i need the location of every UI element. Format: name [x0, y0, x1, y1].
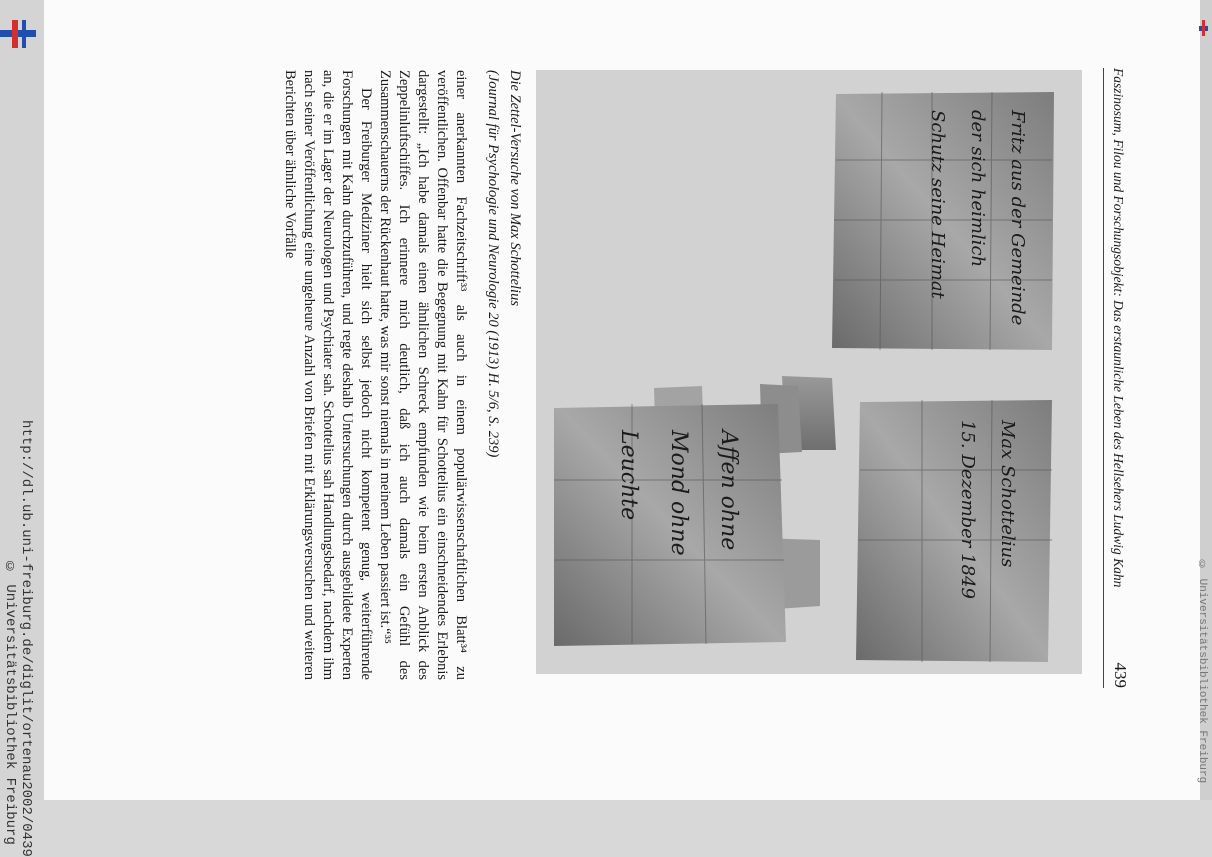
page-number: 439: [1111, 662, 1130, 688]
copyright-left: © Universitätsbibliothek Freiburg: [2, 560, 18, 845]
note2-line2: 15. Dezember 1849: [957, 420, 978, 599]
note3-line1: Affen ohne: [716, 430, 741, 551]
caption-line-1: Die Zettel-Versuche von Max Schottelius: [507, 70, 523, 306]
flag-mark-left: [0, 20, 40, 50]
note3-line2: Mond ohne: [666, 430, 691, 556]
note1-line3: Schutz seine Heimat: [927, 110, 948, 299]
caption-line-2: (Journal für Psychologie und Neurologie 20 (1913) H. 5/6, S. 239): [485, 70, 501, 458]
note1-line1: Fritz aus der Gemeinde: [1007, 110, 1028, 326]
header-title: Faszinosum, Filou und Forschungsobjekt: Das erstaunliche Leben des Hellsehers Ludwig Kahn: [1111, 68, 1126, 588]
flag-mark-right: [1199, 20, 1209, 40]
photo-caption: [482, 70, 526, 680]
running-header: [1103, 68, 1130, 688]
note1-line2: der sich heimlich: [967, 110, 988, 268]
copyright-right-edge: © Universitätsbibliothek Freiburg: [1196, 560, 1208, 784]
paragraph-1: einer anerkannten Fachzeitschrift³³ als auch in einem populärwissenschaftlichen Blatt³⁴ zu veröffentlichen. Offenbar hatte die Begegnung mit Kahn für Schottelius ein einschneidendes Erlebnis dargestellt: „Ich habe damals einen ähnlichen Schreck empfunden wie beim ersten Anblick des Zeppelinluftschiffes. Ich erinnere mich deutlich, daß ich auch damals ein Gefühl des Zusammenschauerns der Rückenhaut hatte, was mir sonst niemals in meinem Leben passiert ist.“³⁵: [377, 70, 469, 680]
paragraph-2: Der Freiburger Mediziner hielt sich selbst jedoch nicht kompetent genug, weiterführende Forschungen mit Kahn durchzuführen, und regte deshalb Untersuchungen durch ausgebildete Experten an, die er im Lager der Neurologen und Psychiater sah. Schottelius sah Handlungsbedarf, nachdem ihm nach seiner Veröffentlichung eine ungeheure Anzahl von Briefen mit Erklärungsversuchen und weiteren Berichten über ähnliche Vorfälle: [282, 70, 374, 680]
notes-photograph: [536, 70, 1082, 674]
note3-line3: Leuchte: [616, 430, 641, 521]
note2-line1: Max Schottelius: [997, 420, 1018, 568]
body-text: [280, 70, 470, 680]
book-page-content: [130, 68, 1130, 688]
source-url[interactable]: http://dl.ub.uni-freiburg.de/diglit/ortenau2002/0439: [18, 420, 34, 857]
